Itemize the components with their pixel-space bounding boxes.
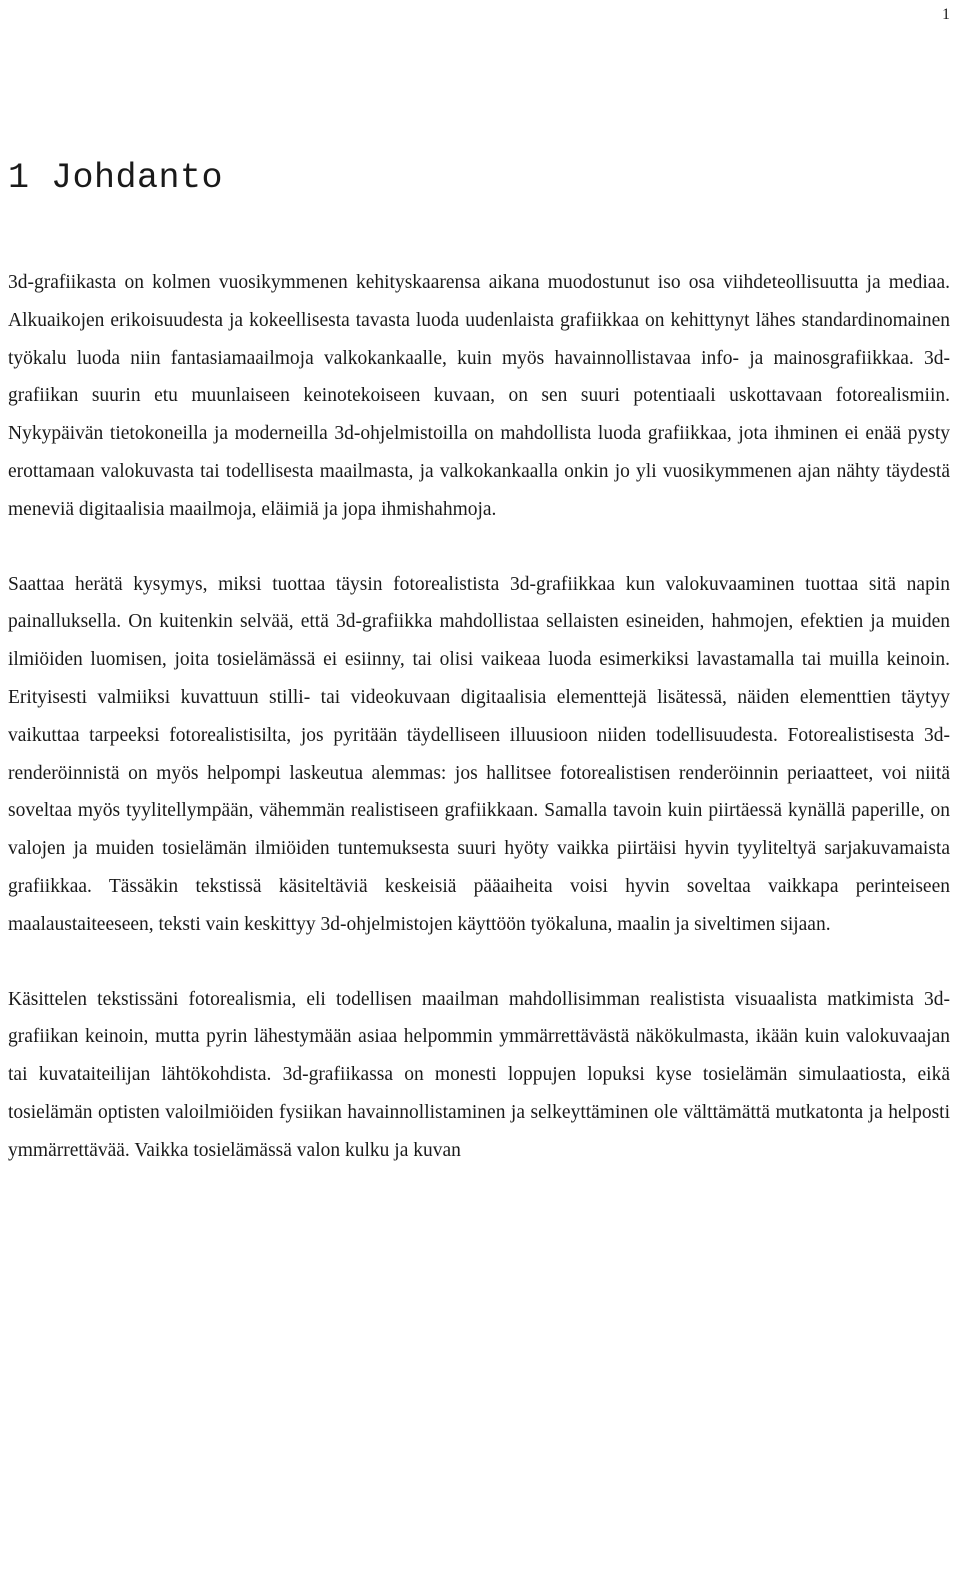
- paragraph-1: 3d-grafiikasta on kolmen vuosikymmenen kehityskaarensa aikana muodostunut iso osa viihdeteollisuutta ja mediaa. Alkuaikojen erikoisuudesta ja kokeellisesta tavasta luoda uudenlaista grafiikkaa on kehittynyt lähes standardinomainen työkalu luoda niin fantasiamaailmoja valkokankaalle, kuin myös havainnollistavaa info- ja mainosgrafiikkaa. 3d-grafiikan suurin etu muunlaiseen keinotekoiseen kuvaan, on sen suuri potentiaali uskottavaan fotorealismiin. Nykypäivän tietokoneilla ja moderneilla 3d-ohjelmistoilla on mahdollista luoda grafiikkaa, jota ihminen ei enää pysty erottamaan valokuvasta tai todellisesta maailmasta, ja valkokankaalla onkin jo yli vuosikymmenen ajan nähty täydestä meneviä digitaalisia maailmoja, eläimiä ja jopa ihmishahmoja.: [8, 272, 950, 520]
- page-number: 1: [942, 6, 950, 23]
- paragraph-3: Käsittelen tekstissäni fotorealismia, eli todellisen maailman mahdollisimman realistista visuaalista matkimista 3d-grafiikan keinoin, mutta pyrin lähestymään asiaa helpommin ymmärrettävästä näkökulmasta, ikään kuin valokuvaajan tai kuvataiteilijan lähtökohdista. 3d-grafiikassa on monesti loppujen lopuksi kyse tosielämän simulaatiosta, eikä tosielämän optisten valoilmiöiden fysiikan havainnollistaminen ja selkeyttäminen ole välttämättä mutkatonta ja helposti ymmärrettävää. Vaikka tosielämässä valon kulku ja kuvan: [8, 988, 950, 1161]
- body-text: [8, 264, 950, 1170]
- paragraph-2: Saattaa herätä kysymys, miksi tuottaa täysin fotorealistista 3d-grafiikkaa kun valokuvaaminen tuottaa sitä napin painalluksella. On kuitenkin selvää, että 3d-grafiikka mahdollistaa sellaisten esineiden, hahmojen, efektien ja muiden ilmiöiden luomisen, joita tosielämässä ei esiinny, tai olisi vaikeaa luoda esimerkiksi lavastamalla tai muilla keinoin. Erityisesti valmiiksi kuvattuun stilli- tai videokuvaan digitaalisia elementtejä lisätessä, näiden elementtien täytyy vaikuttaa tarpeeksi fotorealistisilta, jos pyritään täydelliseen illuusioon niiden todellisuudesta. Fotorealistisesta 3d-renderöinnistä on myös helpompi laskeutua alemmas: jos hallitsee fotorealistisen renderöinnin periaatteet, voi niitä soveltaa myös tyylitellympään, vähemmän realistiseen grafiikkaan. Samalla tavoin kuin piirtäessä kynällä paperille, on valojen ja muiden tosielämän ilmiöiden tuntemuksesta suuri hyöty vaikka piirtäisi hyvin tyyliteltyä sarjakuvamaista grafiikkaa. Tässäkin tekstissä käsiteltäviä keskeisiä pääaiheita voisi hyvin soveltaa vaikkapa perinteiseen maalaustaiteeseen, teksti vain keskittyy 3d-ohjelmistojen käyttöön työkaluna, maalin ja siveltimen sijaan.: [8, 573, 950, 935]
- chapter-title: 1 Johdanto: [8, 158, 224, 198]
